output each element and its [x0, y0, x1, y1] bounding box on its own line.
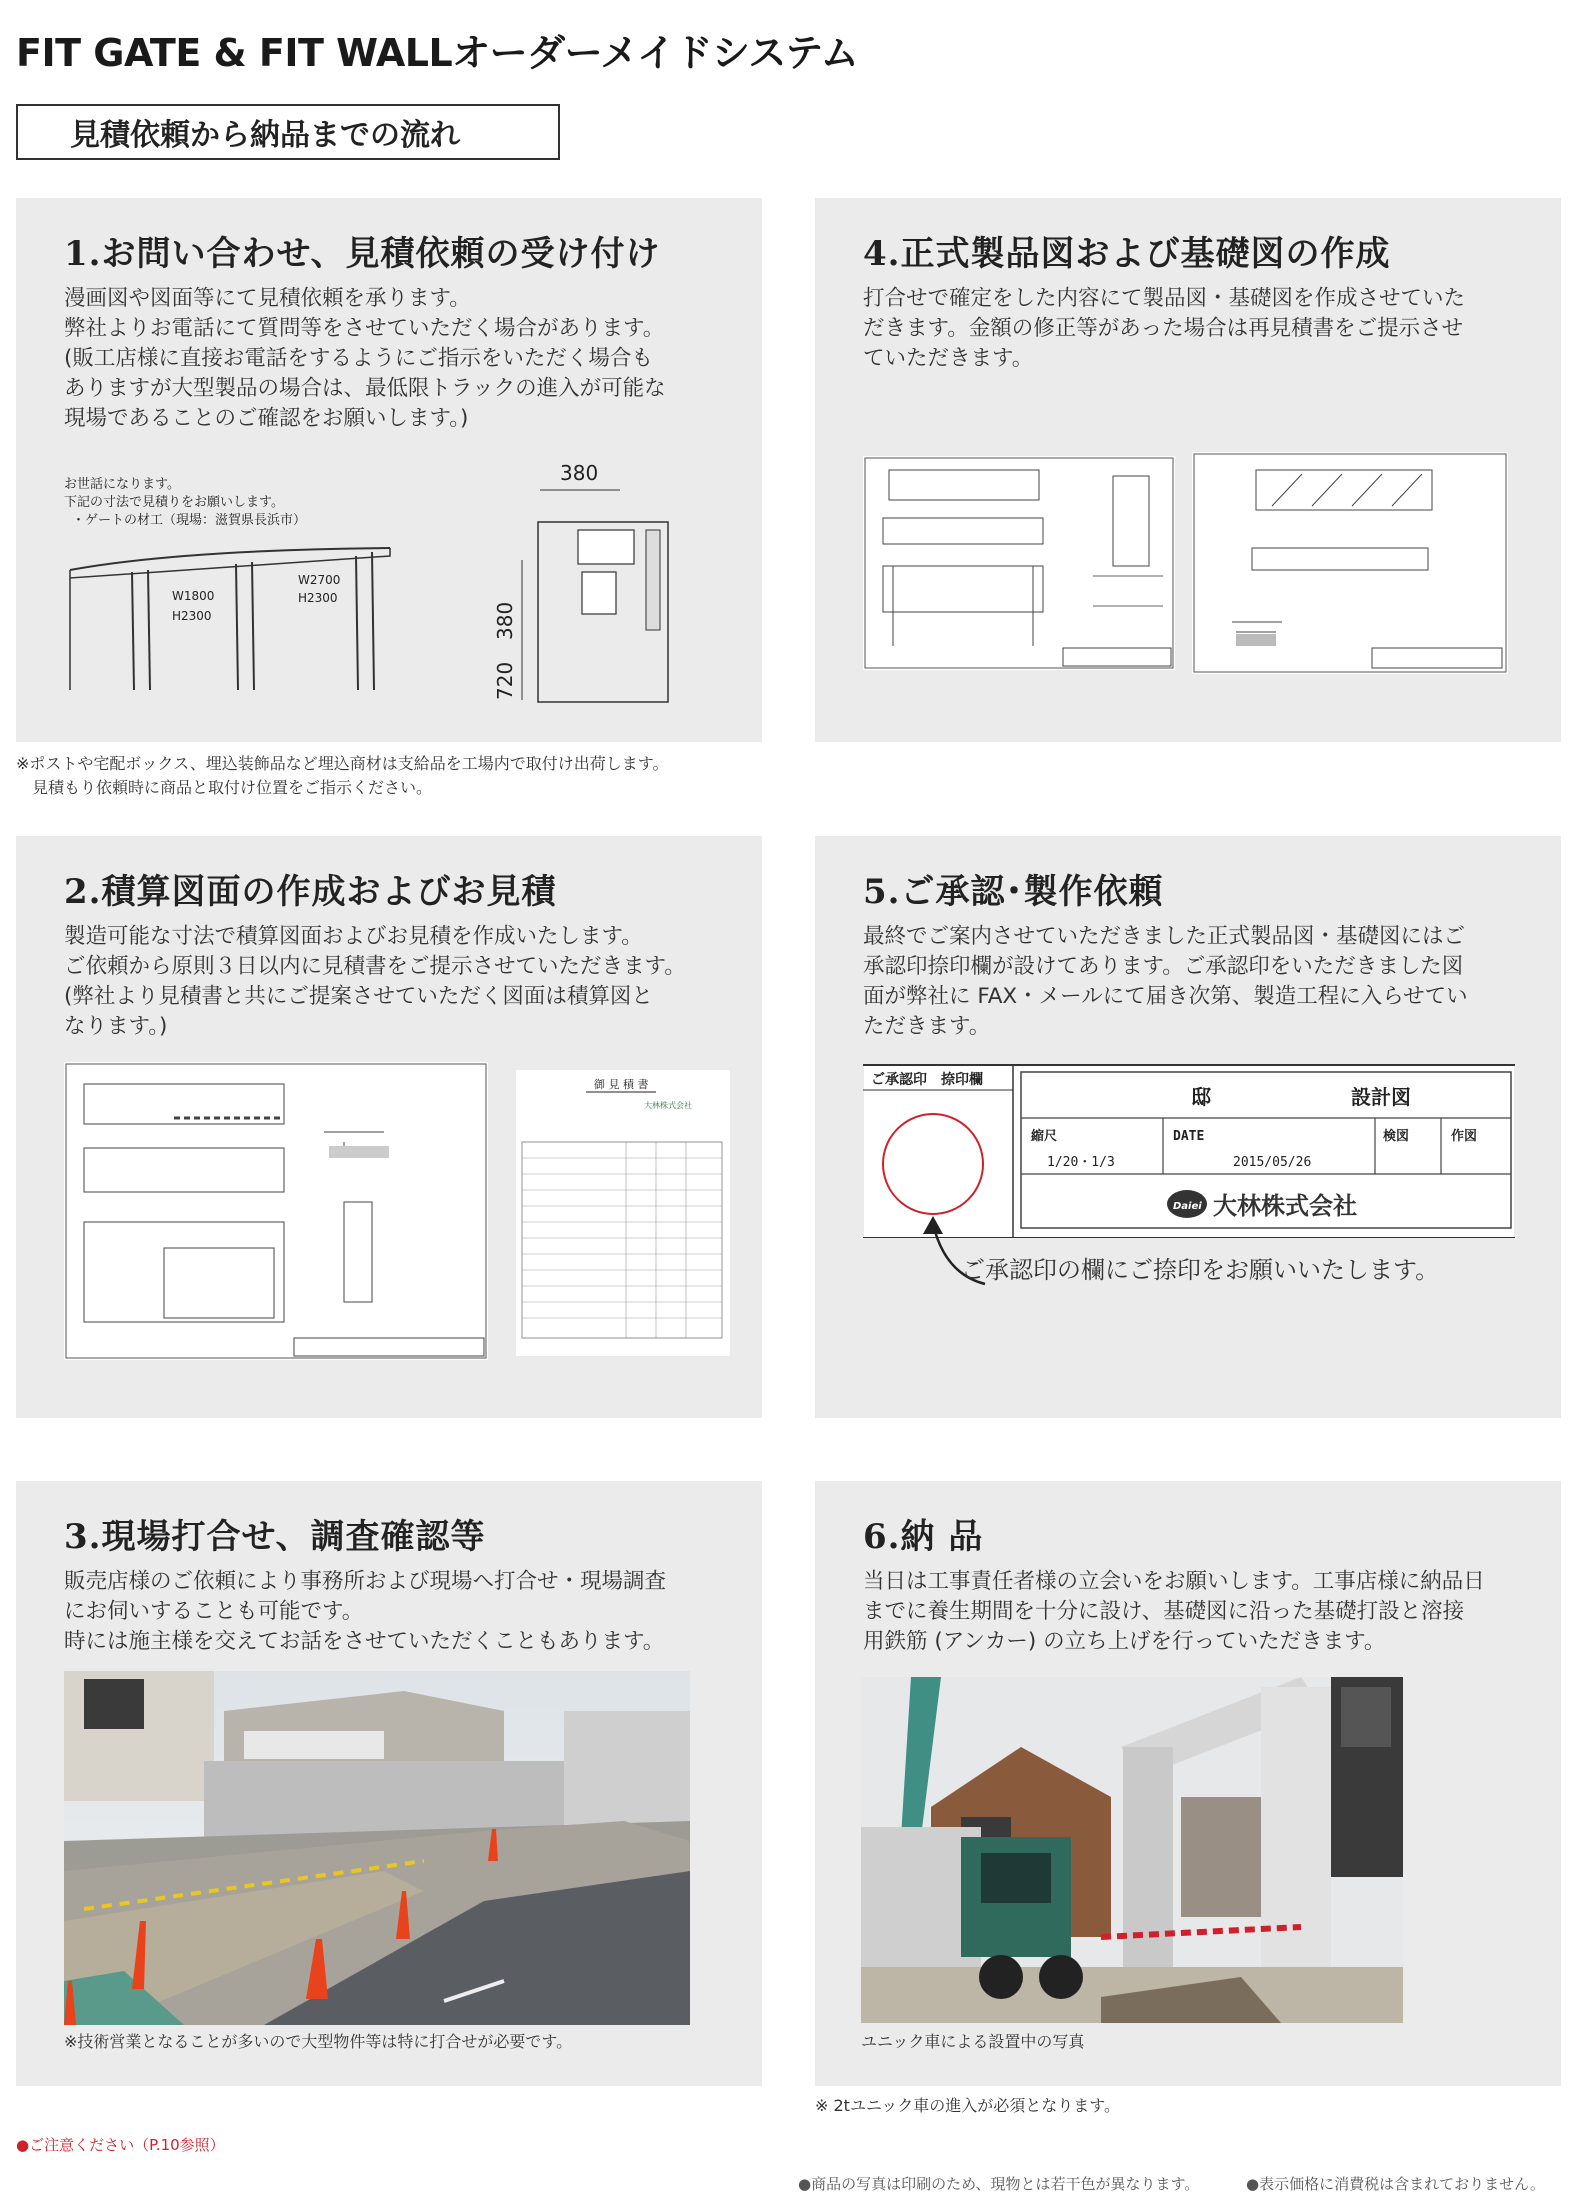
- sketch-line-2: 下記の寸法で見積りをお願いします。: [64, 495, 284, 510]
- step-1-panel: [16, 198, 762, 742]
- product-drawing-figure: [863, 456, 1175, 670]
- sketch-line-1: お世話になります。: [64, 477, 180, 492]
- page-title: FIT GATE & FIT WALLオーダーメイドシステム: [16, 31, 859, 75]
- sketch-dim-380-top: 380: [560, 461, 599, 485]
- step-4-body: 打合せで確定をした内容にて製品図・基礎図を作成させていた だきます。金額の修正等があった場合は再見積書をご提示させ ていただきます。: [863, 286, 1466, 371]
- sketch-dim-w2700: W2700: [298, 573, 341, 587]
- delivery-photo: [861, 1677, 1403, 2023]
- step-6-panel: [815, 1481, 1561, 2086]
- step-6-body: 当日は工事責任者様の立会いをお願いします。工事店様に納品日 までに養生期間を十分に設け、基礎図に沿った基礎打設と溶接 用鉄筋 (アンカー) の立ち上げを行っていただきます。: [863, 1569, 1485, 1654]
- step-4-panel: [815, 198, 1561, 742]
- step-1-heading: 1.お問い合わせ、見積依頼の受け付け: [64, 234, 661, 274]
- stamp-company: 大林株式会社: [1213, 1192, 1357, 1220]
- sketch-dim-h2300b: H2300: [298, 591, 338, 605]
- sketch-dim-720: 720: [493, 661, 517, 700]
- site-survey-photo: [64, 1671, 690, 2025]
- scale-label: 縮尺: [1031, 1129, 1058, 1144]
- estimate-company: 大林株式会社: [644, 1101, 692, 1110]
- date-label: DATE: [1173, 1129, 1205, 1144]
- step-1-note: ※ポストや宅配ボックス、埋込装飾品など埋込商材は支給品を工場内で取付け出荷します。 見積もり依頼時に商品と取付け位置をご指示ください。: [16, 754, 669, 797]
- footer-disclaimer-tax: ●表示価格に消費税は含まれておりません。: [1246, 2175, 1545, 2193]
- step-3-heading: 3.現場打合せ、調査確認等: [64, 1517, 486, 1557]
- step-2-heading: 2.積算図面の作成およびお見積: [64, 872, 557, 912]
- sketch-dim-h2300a: H2300: [172, 609, 212, 623]
- step-6-note: ※ 2tユニック車の進入が必須となります。: [815, 2096, 1121, 2115]
- step-3-body: 販売店様のご依頼により事務所および現場へ打合せ・現場調査 にお伺いすることも可能です。 時には施主様を交えてお話をさせていただくこともあります。: [64, 1569, 667, 1654]
- sketch-dim-380-side: 380: [493, 601, 517, 640]
- step-3-panel: [16, 1481, 762, 2086]
- pointer-arrow-icon: [905, 1194, 1025, 1304]
- step-3-caption: ※技術営業となることが多いので大型物件等は特に打合せが必要です。: [64, 2032, 573, 2051]
- drawing-name: 設計図: [1351, 1085, 1411, 1109]
- check-label: 検図: [1383, 1129, 1410, 1144]
- step-1-body: 漫画図や図面等にて見積依頼を承ります。 弊社よりお電話にて質問等をさせていただく場合があります。 (販工店様に直接お電話をするようにご指示をいただく場合も ありますが大型製品の場合は、最低限トラックの進入が可能な 現場であることのご確認をお願いします。): [64, 286, 666, 431]
- foundation-drawing-figure: [1192, 452, 1508, 674]
- step-5-panel: [815, 836, 1561, 1418]
- date-value: 2015/05/26: [1233, 1155, 1312, 1170]
- company-logo: Daiei: [1173, 1201, 1202, 1212]
- step-5-body: 最終でご案内させていただきました正式製品図・基礎図にはご 承認印捺印欄が設けてあります。ご承認印をいただきました図 面が弊社に FAX・メールにて届き次第、製造工程に入らせてい ただきます。: [863, 924, 1468, 1039]
- stamp-instruction: ご承認印の欄にご捺印をお願いいたします。: [961, 1256, 1440, 1284]
- sketch-dim-w1800: W1800: [172, 589, 215, 603]
- step-6-caption: ユニック車による設置中の写真: [861, 2032, 1085, 2051]
- step-2-panel: [16, 836, 762, 1418]
- estimate-sheet-figure: [516, 1070, 730, 1356]
- footer-disclaimer-photo: ●商品の写真は印刷のため、現物とは若干色が異なります。: [798, 2175, 1200, 2193]
- caution-note: ●ご注意ください（P.10参照）: [16, 2136, 225, 2154]
- estimate-title: 御 見 積 書: [594, 1078, 649, 1091]
- estimate-drawing-figure: [64, 1062, 488, 1360]
- draw-label: 作図: [1451, 1129, 1478, 1144]
- approval-label: ご承認印 捺印欄: [871, 1072, 983, 1088]
- step-5-heading: 5.ご承認･製作依頼: [863, 872, 1164, 912]
- step-4-heading: 4.正式製品図および基礎図の作成: [863, 234, 1391, 274]
- residence-label: 邸: [1191, 1085, 1211, 1109]
- sketch-line-3: ・ゲートの材工（現場：滋賀県長浜市）: [72, 513, 307, 528]
- step-6-heading: 6.納 品: [863, 1517, 984, 1557]
- request-sketch-figure: [60, 460, 710, 710]
- step-2-body: 製造可能な寸法で積算図面およびお見積を作成いたします。 ご依頼から原則３日以内に見積書をご提示させていただきます。 (弊社より見積書と共にご提案させていただく図面は積算図と なります。): [64, 924, 686, 1039]
- section-subtitle: 見積依頼から納品までの流れ: [16, 104, 560, 160]
- scale-value: 1/20・1/3: [1047, 1155, 1115, 1170]
